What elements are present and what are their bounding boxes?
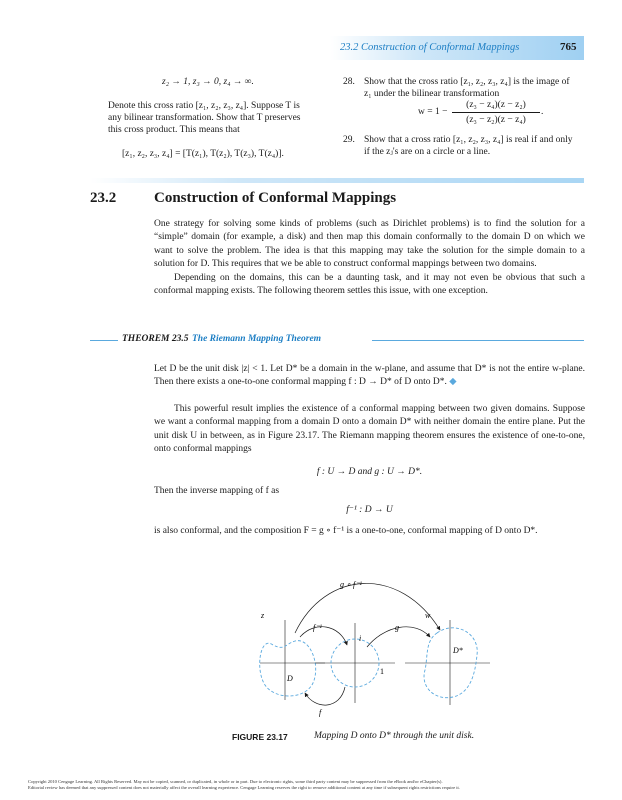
figure-caption-text: Mapping D onto D* through the unit disk. xyxy=(314,731,475,741)
ex28-fraction xyxy=(452,99,540,126)
left-para-line: this cross product. This means that xyxy=(108,125,240,136)
ex28-line: Show that the cross ratio [z₁, z₂, z₃, z₄] is the image of xyxy=(364,77,570,87)
body-paragraph-5: is also conformal, and the composition F = g ∘ f⁻¹ is a one-to-one, conformal mapping of D onto D*. xyxy=(154,526,538,536)
label-one: 1 xyxy=(380,667,384,676)
label-z: z xyxy=(261,611,265,620)
section-band xyxy=(90,178,584,183)
arrow-f xyxy=(305,687,345,705)
theorem-rule-left xyxy=(90,340,118,341)
section-paragraph-2: Depending on the domains, this can be a daunting task, and it may not even be obvious that such a conformal mapping exists. The following theorem settles this issue, with one exception. xyxy=(154,273,585,297)
theorem-statement: Let D be the unit disk |z| < 1. Let D* be a domain in the w-plane, and assume that D* is not the entire w-plane. Then there exists a one-to-one conformal mapping f : D → D* of D onto D*. xyxy=(154,364,585,388)
exercise-29-number: 29. xyxy=(343,135,355,145)
ex29-line: if the zⱼ's are on a circle or a line. xyxy=(364,147,491,158)
ex28-line: z₁ under the bilinear transformation xyxy=(364,89,500,100)
label-i: i xyxy=(359,634,362,643)
theorem-rule-right xyxy=(372,340,584,341)
exercise-28-text xyxy=(364,76,589,100)
left-para xyxy=(108,100,318,137)
left-line1: z₂ → 1, z₃ → 0, z₄ → ∞. xyxy=(162,77,254,87)
section-number: 23.2 xyxy=(90,190,117,206)
theorem-name: The Riemann Mapping Theorem xyxy=(192,334,322,344)
page-number: 765 xyxy=(560,41,577,53)
running-head: 23.2 Construction of Conformal Mappings xyxy=(340,42,520,53)
label-g: g xyxy=(395,623,399,632)
cross-ratio-formula: [z₁, z₂, z₃, z₄] = [T(z₁), T(z₂), T(z₃), T(z₄)]. xyxy=(122,149,284,159)
label-g-compose-finv: g ∘ f⁻¹ xyxy=(340,580,362,589)
equation-1: f : U → D and g : U → D*. xyxy=(316,467,423,477)
label-w: w xyxy=(425,611,431,620)
label-D: D xyxy=(287,674,293,683)
section-title: Construction of Conformal Mappings xyxy=(154,190,397,206)
exercise-29-text xyxy=(364,134,572,158)
body-paragraph-4: Then the inverse mapping of f as xyxy=(154,486,280,496)
equation-2: f⁻¹ : D → U xyxy=(346,505,393,515)
exercise-28-number: 28. xyxy=(343,77,355,87)
ex29-line: Show that a cross ratio [z₁, z₂, z₃, z₄] is real if and only xyxy=(364,135,573,145)
ex28-numerator: (z₃ − z₄)(z − z₂) xyxy=(466,100,526,110)
domain-D-boundary xyxy=(260,641,316,696)
section-paragraph-1: One strategy for solving some kinds of problems (such as Dirichlet problems) is to find the solution for a “simple” domain (for example, a disk) and then map this domain conformally to the domain D on which we want to solve the problem. The idea is that this mapping may take the solution for the simple domain to a solution for D. This requires that we be able to construct conformal mappings between two domains. xyxy=(154,219,585,269)
label-f: f xyxy=(319,708,322,717)
left-para-line: Denote this cross ratio [z₁, z₂, z₃, z₄]. Suppose T is xyxy=(108,101,300,111)
ex28-end: . xyxy=(541,107,544,117)
footer-line-2: Editorial review has deemed that any suppressed content does not materially affect the overall learning experience. Cengage Learning reserves the right to remove additional content at any time if subsequent rights restrictions require it. xyxy=(28,785,460,790)
left-para-line: any bilinear transformation. Show that T preserves xyxy=(108,113,301,124)
ex28-lhs: w = 1 − xyxy=(418,107,448,117)
theorem-label: THEOREM 23.5 xyxy=(122,334,189,344)
end-of-theorem-icon: ◆ xyxy=(449,377,457,388)
label-Dstar: D* xyxy=(453,646,463,655)
footer-line-1: Copyright 2010 Cengage Learning. All Rights Reserved. May not be copied, scanned, or duplicated, in whole or in part. Due to electronic rights, some third party content may be suppressed from the eBook and/or eChapter(s). xyxy=(28,779,443,784)
label-finv: f⁻¹ xyxy=(313,623,322,632)
ex28-denominator: (z₃ − z₂)(z − z₄) xyxy=(452,112,540,126)
arrow-finv xyxy=(300,627,347,645)
figure-caption-label: FIGURE 23.17 xyxy=(232,732,288,742)
figure-23-17 xyxy=(255,575,505,725)
body-paragraph-3: This powerful result implies the existence of a conformal mapping between two given domains. Suppose we want a conformal mapping from a domain D onto a domain D* with neither domain the entire plane. Put the unit disk U in between, as in Figure 23.17. The Riemann mapping theorem ensures the existence of one-to-one, onto conformal mappings xyxy=(154,404,585,454)
theorem-text xyxy=(154,363,585,390)
